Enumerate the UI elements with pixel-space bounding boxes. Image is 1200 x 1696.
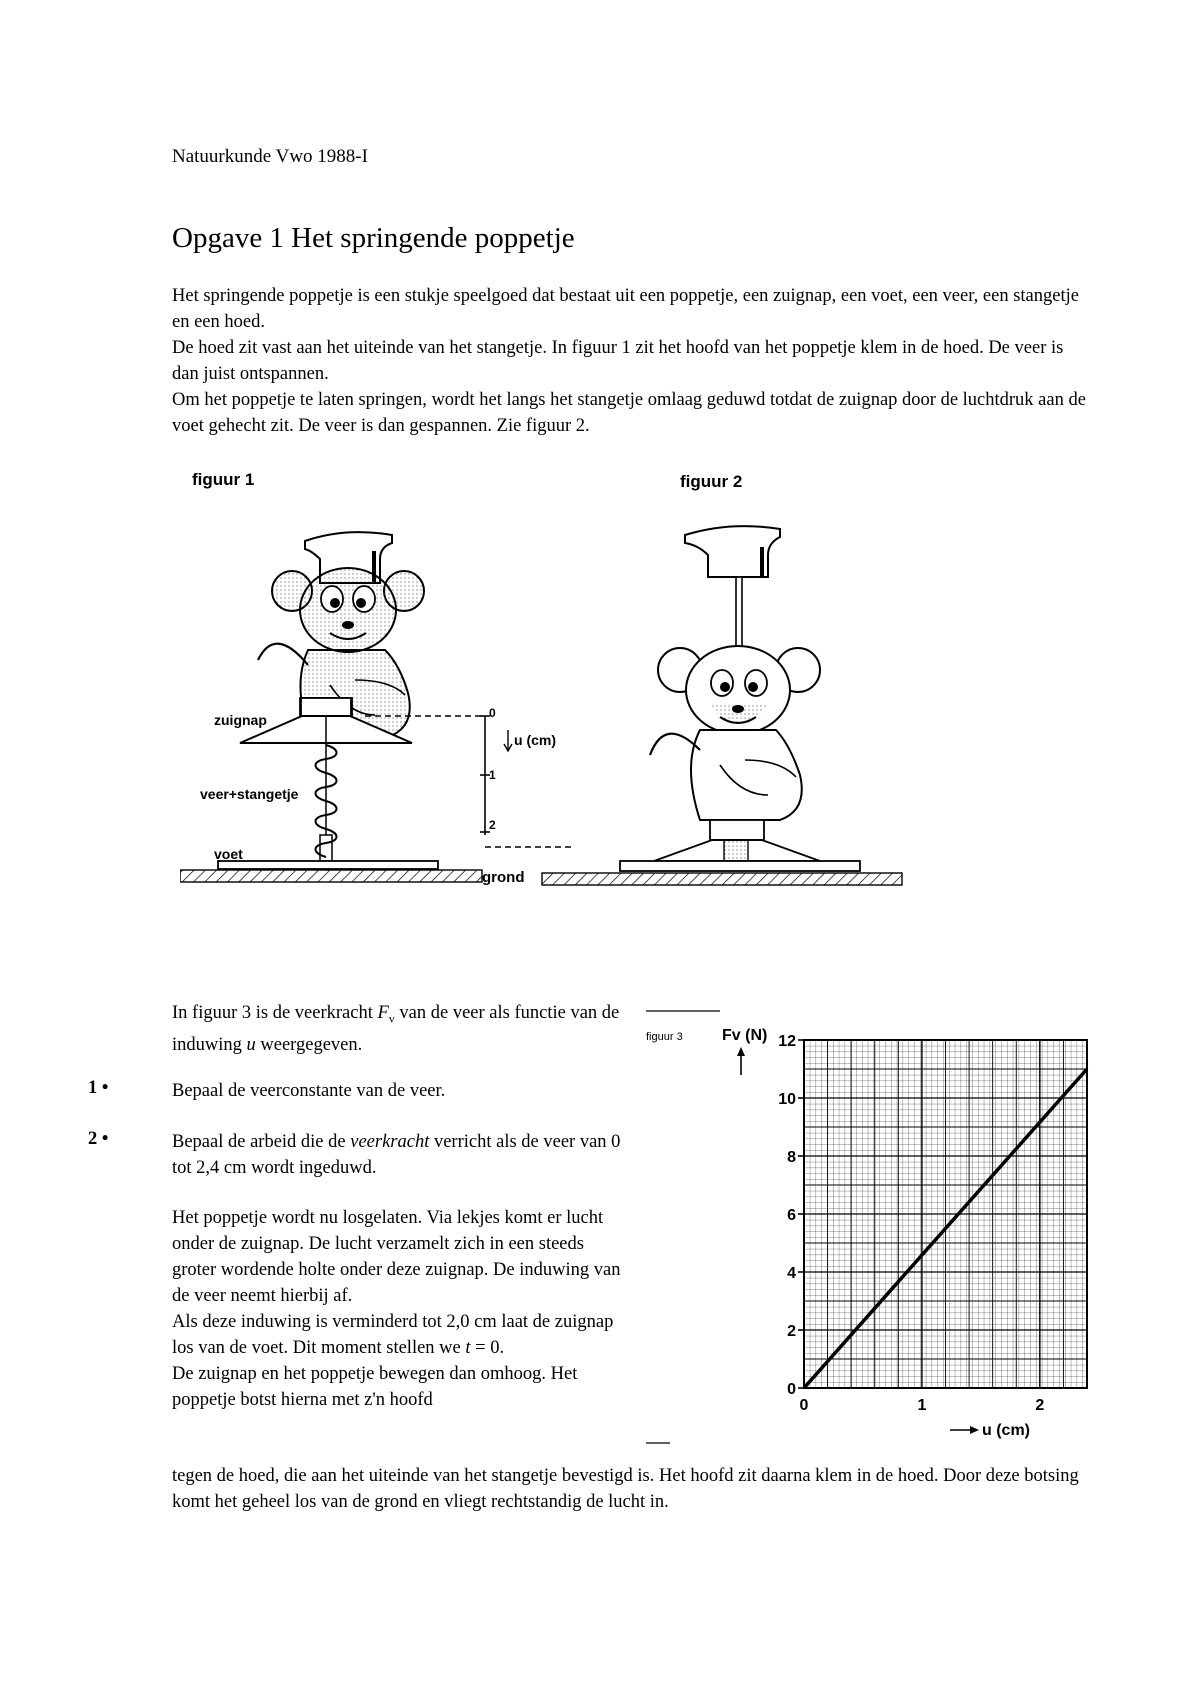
y-tick-label: 12 (778, 1033, 796, 1050)
y-tick-label: 10 (778, 1091, 796, 1108)
x-tick-label: 2 (1035, 1397, 1045, 1414)
question-2-number: 2 • (88, 1129, 109, 1149)
grond-label: grond (482, 869, 525, 886)
page-header: Natuurkunde Vwo 1988-I (172, 146, 368, 167)
figure3-chart (640, 995, 1120, 1450)
ground-right (542, 873, 902, 885)
y-tick-label: 8 (787, 1149, 796, 1166)
x-axis-label: u (cm) (982, 1422, 1030, 1439)
figure2-drawing (620, 526, 860, 871)
voet-label: voet (214, 846, 243, 862)
figures-1-2-illustration (180, 465, 920, 980)
paragraph2-text: Het poppetje wordt nu losgelaten. Via lekjes komt er lucht onder de zuignap. De lucht verzamelt zich in een steeds groter wordende holte onder deze zuignap. De induwing van de veer neemt hierbij af. Als deze induwing is verminderd tot 2,0 cm laat de zuignap los van de voet. Dit moment stellen we t = 0. De zuignap en het poppetje bewegen dan omhoog. Het poppetje botst hierna met z'n hoofd (172, 1208, 621, 1410)
y-tick-label: 6 (787, 1207, 796, 1224)
y-tick-label: 4 (787, 1265, 796, 1282)
u-tick-1: 1 (489, 768, 496, 782)
question-1-number: 1 • (88, 1078, 109, 1098)
x-tick-label: 1 (917, 1397, 927, 1414)
figure1-label: figuur 1 (192, 470, 255, 489)
u-tick-2: 2 (489, 818, 496, 832)
question-2-text: Bepaal de arbeid die de veerkracht verricht als de veer van 0 tot 2,4 cm wordt ingeduwd. (172, 1132, 621, 1178)
figure2-label: figuur 2 (680, 472, 743, 491)
figure1-drawing (200, 532, 575, 869)
u-tick-0: 0 (489, 706, 496, 720)
y-tick-label: 0 (787, 1381, 796, 1398)
intro-text (172, 283, 1092, 439)
exercise-title: Opgave 1 Het springende poppetje (172, 222, 575, 254)
question-1-text: Bepaal de veerconstante van de veer. (172, 1081, 446, 1101)
zuignap-label: zuignap (214, 712, 267, 728)
ground-left (180, 870, 482, 882)
intro-paragraph-1: Het springende poppetje is een stukje speelgoed dat bestaat uit een poppetje, een zuignap, een voet, een veer, een stangetje en een hoed. (172, 286, 1079, 332)
fig3-intro-text: In figuur 3 is de veerkracht $F_v$ van de veer als functie van de induwing u weergegeven. (172, 1003, 620, 1055)
y-axis-label: Fv (N) (722, 1027, 768, 1044)
u-axis-unit: u (cm) (514, 732, 556, 748)
paragraph2-end-text: tegen de hoed, die aan het uiteinde van het stangetje bevestigd is. Het hoofd zit daarna klem in de hoed. Door deze botsing komt het geheel los van de grond en vliegt rechtstandig de lucht in. (172, 1466, 1079, 1512)
x-tick-label: 0 (799, 1397, 809, 1414)
intro-paragraph-2: De hoed zit vast aan het uiteinde van het stangetje. In figuur 1 zit het hoofd van het poppetje klem in de hoed. De veer is dan juist ontspannen. (172, 338, 1064, 384)
veer-stangetje-label: veer+stangetje (200, 786, 299, 802)
figure3-label: figuur 3 (646, 1031, 683, 1043)
intro-paragraph-3: Om het poppetje te laten springen, wordt het langs het stangetje omlaag geduwd totdat de zuignap door de luchtdruk aan de voet gehecht zit. De veer is dan gespannen. Zie figuur 2. (172, 390, 1086, 436)
y-tick-label: 2 (787, 1323, 796, 1340)
